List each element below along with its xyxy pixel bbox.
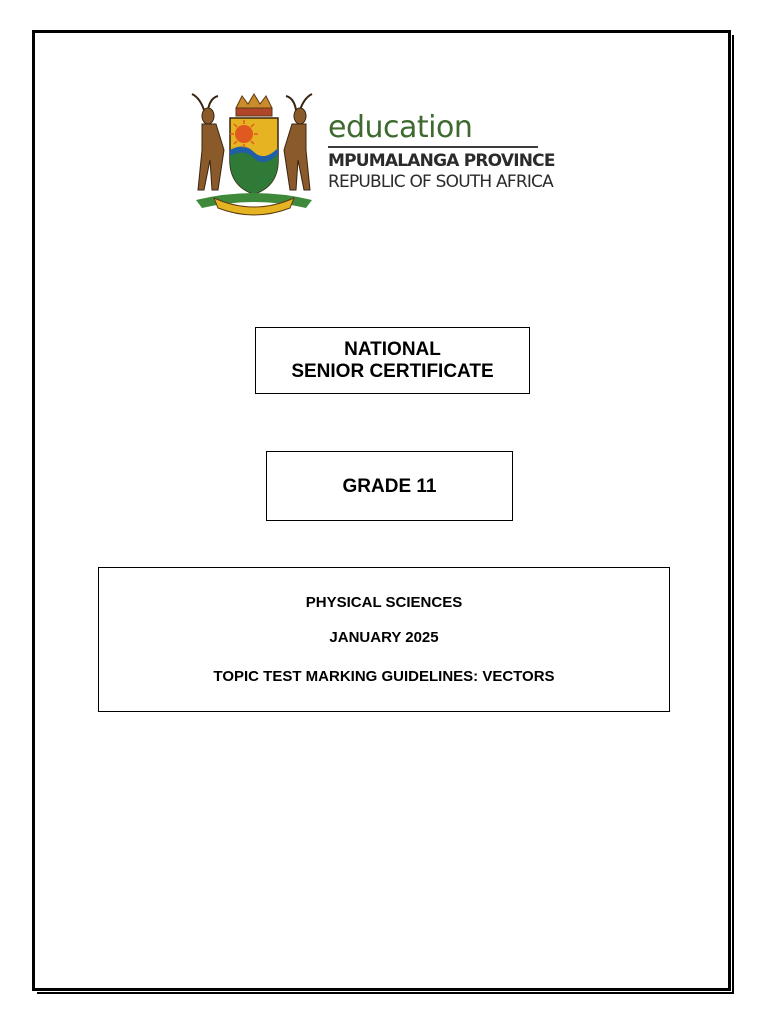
document-title: TOPIC TEST MARKING GUIDELINES: VECTORS (213, 668, 555, 685)
certificate-line-1: NATIONAL (344, 339, 441, 360)
exam-date: JANUARY 2025 (329, 629, 439, 646)
province-name: MPUMALANGA PROVINCE (328, 151, 555, 171)
grade-box (266, 451, 513, 521)
certificate-box (255, 327, 530, 394)
certificate-line-2: SENIOR CERTIFICATE (291, 361, 494, 382)
subject-box (98, 567, 670, 712)
subject-name: PHYSICAL SCIENCES (305, 594, 463, 611)
brand-word: education (328, 112, 538, 148)
header-logo (186, 90, 566, 220)
country-name: REPUBLIC OF SOUTH AFRICA (328, 172, 553, 192)
grade-label: GRADE 11 (342, 476, 437, 497)
coat-of-arms-icon (186, 90, 322, 218)
brand-block (328, 112, 558, 192)
